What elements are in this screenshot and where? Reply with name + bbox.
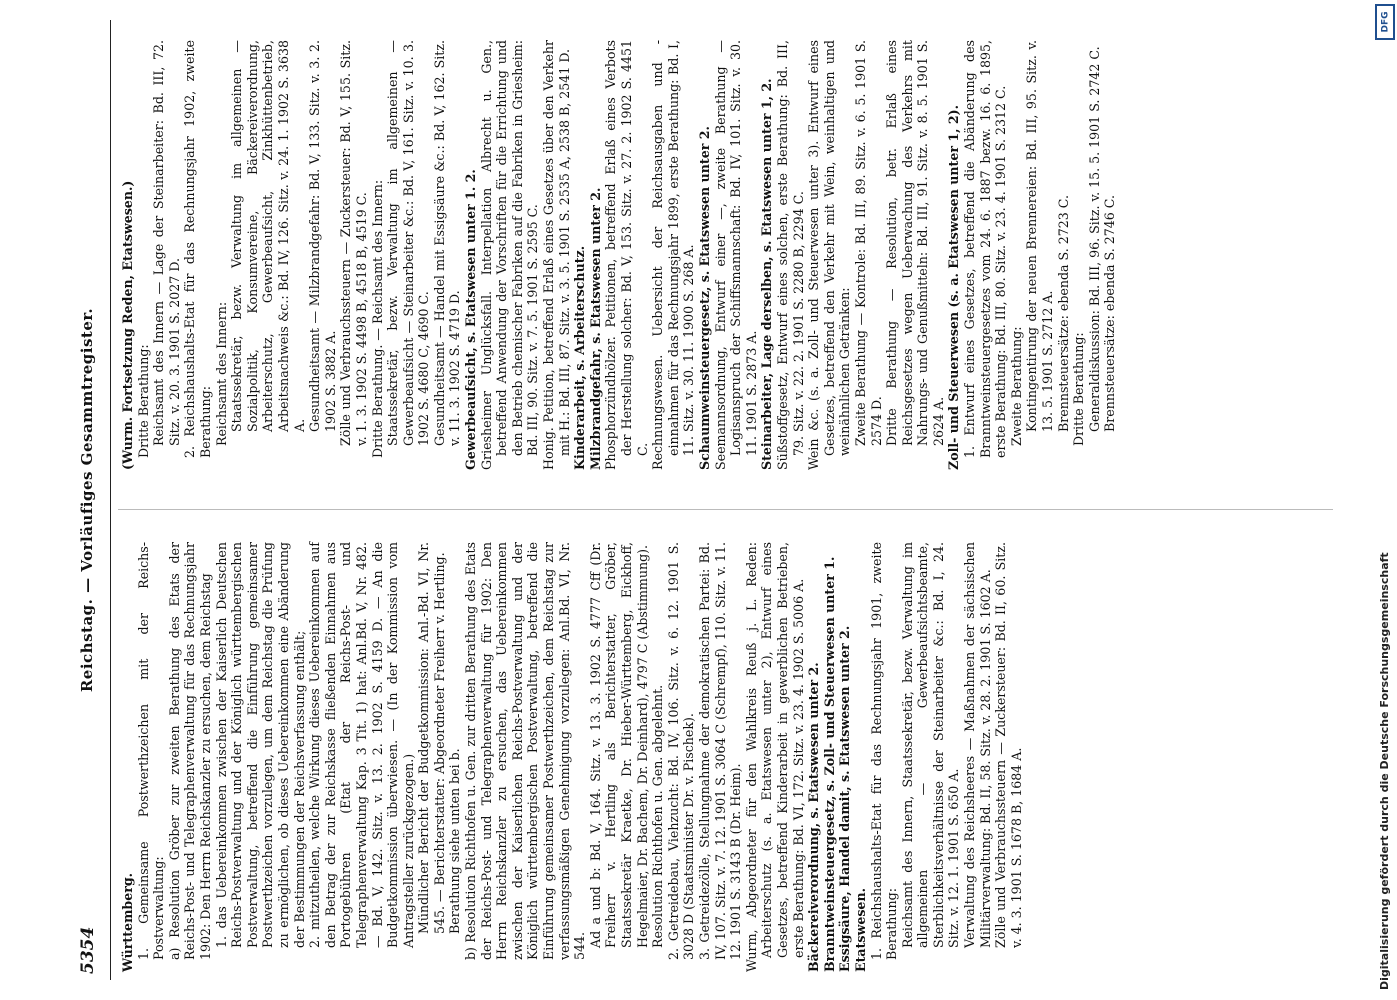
index-entry: Verwaltung des Reichsheeres — Maßnahmen der sächsischen Militärverwaltung: Bd. II, 58. Sitz. v. 28. 2. 1901 S. 1602 A. — [962, 542, 993, 948]
index-entry: Mündlicher Bericht der Budgetkommission: Anl.-Bd. VI, Nr. 545. — Berichterstatter: Abgeordneter Freiherr v. Hertling. — [416, 542, 447, 934]
index-entry: Gesundheitsamt — Milzbrandgefahr: Bd. V, 133. Sitz. v. 3. 2. 1902 S. 3882 A. — [307, 40, 338, 432]
index-entry: Zweite Berathung — Kontrole: Bd. III, 89. Sitz. v. 6. 5. 1901 S. 2574 D. — [852, 40, 884, 446]
index-entry: Reichsamt des Innern, Staatssekretär, bezw. Verwaltung im allgemeinen — Gewerbeaufsichtsbeamte, Sterblichkeitsverhältnisse der Steinarbeiter &c.: Bd. I, 24. Sitz. v. 12. 1. 1901 S. 650 A. — [899, 542, 962, 948]
right-column — [120, 40, 1118, 470]
index-entry: Generaldiskussion: Bd. III, 96. Sitz. v. 15. 5. 1901 S. 2742 C. — [1086, 46, 1102, 432]
index-entry: Reichsamt des Innern — Lage der Steinarbeiter: Bd. III, 72. Sitz. v. 20. 3. 1901 S. 2027 D. — [151, 40, 182, 446]
index-entry: 3. Getreidezölle, Stellungnahme der demokratischen Partei: Bd. IV, 107. Sitz. v. 7. 12. 1901 S. 3064 C (Schrempf), 110. Sitz. v. 11. 12. 1901 S. 3143 B (Dr. Heim). — [696, 542, 744, 960]
index-entry: Etatswesen. — [852, 888, 868, 972]
index-entry: (Wurm. Fortsetzung Reden, Etatswesen.) — [120, 180, 135, 470]
index-entry: Seemannsordnung, Entwurf einer —, zweite Berathung — Logisanspruch der Schiffsmannschaft: Bd. IV, 101. Sitz. v. 30. 11. 1901 S. 2873 A. — [712, 40, 759, 470]
index-entry: Wein &c. (s. a. Zoll- und Steuerwesen unter 3). Entwurf eines Gesetzes, betreffend den Verkehr mit Wein, weinhaltigen und weinähnlichen Getränken: — [806, 40, 853, 470]
index-entry: Dritte Berathung. — Reichsamt des Innern: — [369, 179, 385, 458]
index-entry: Dritte Berathung — Resolution, betr. Erlaß eines Reichsgesetzes wegen Ueberwachung des Verkehrs mit Nahrungs- und Genußmitteln: Bd. III, 91. Sitz. v. 8. 5. 1901 S. 2624 A. — [884, 40, 946, 446]
index-entry: Bäckereiverordnung, s. Etatswesen unter 2. — [806, 662, 822, 972]
index-entry: a) Resolution Gröber zur zweiten Berathung des Etats der Reichs-Post- und Telegraphenverwaltung für das Rechnungsjahr 1902: Den Herrn Reichskanzler zu ersuchen, dem Reichstag — [166, 542, 213, 960]
index-entry: Staatssekretär, bezw. Verwaltung im allgemeinen — Sozialpolitik, Konsumvereine, Bäckereiverordnung, Arbeiterschutz, Gewerbeaufsicht, Zinkhüttenbetrieb, Arbeitsnachweis &c.: Bd. IV, 126. Sitz. v. 24. 1. 1902 S. 3638 A. — [229, 40, 307, 432]
index-entry: Branntweinsteuergesetz, s. Zoll- und Steuerwesen unter 1. — [821, 556, 837, 972]
index-entry: Steinarbeiter, Lage derselben, s. Etatswesen unter 1, 2. — [759, 78, 775, 470]
index-entry: Rechnungswesen. Uebersicht der Reichsausgaben und -einnahmen für das Rechnungsjahr 1899, erste Berathung: Bd. I, 11. Sitz. v. 30. 11. 1900 S. 268 A. — [650, 40, 697, 470]
index-entry: Gesundheitsamt — Handel mit Essigsäure &c.: Bd. V, 162. Sitz. v. 11. 3. 1902 S. 4719 D. — [431, 40, 463, 446]
index-entry: Essigsäure, Handel damit, s. Etatswesen unter 2. — [837, 625, 853, 972]
index-entry: 1. Gemeinsame Postwerthzeichen mit der Reichs-Postverwaltung: — [135, 542, 167, 960]
index-entry: Reichsamt des Innern: — [213, 301, 229, 446]
index-entry: Kontingentirung der neuen Brennereien: Bd. III, 95. Sitz. v. 13. 5. 1901 S. 2712 A. — [1024, 40, 1056, 432]
index-entry: Württemberg. — [120, 872, 135, 972]
left-column — [120, 542, 1024, 972]
index-entry: Brennsteuersätze: ebenda S. 2746 C. — [1102, 195, 1118, 432]
header-rule — [110, 20, 111, 980]
index-entry: Milzbrandgefahr, s. Etatswesen unter 2. — [587, 187, 603, 470]
index-entry: Gewerbeaufsicht, s. Etatswesen unter 1. 2. — [463, 169, 479, 470]
index-entry: Kinderarbeit, s. Arbeiterschutz. — [572, 245, 588, 470]
index-entry: 1. Entwurf eines Gesetzes, betreffend die Abänderung des Branntweinsteuergesetzes vom 24. 6. 1887 bezw. 16. 6. 1895, erste Berathung: Bd. III, 80. Sitz. v. 23. 4. 1901 S. 2312 C. — [962, 40, 1009, 458]
index-entry: Resolution Richthofen u. Gen. abgelehnt. — [650, 684, 666, 948]
page-number: 5354 — [78, 926, 98, 974]
page-header — [48, 20, 108, 980]
index-entry: Wurm, Abgeordneter für den Wahlkreis Reuß j. L. Reden: Arbeiterschutz (s. a. Etatswesen unter 2), Entwurf eines Gesetzes, betreffend Kinderarbeit in gewerblichen Betrieben, erste Berathung: Bd. VI, 172. Sitz. v. 23. 4. 1902 S. 5006 A. — [743, 542, 806, 972]
index-entry: Brennsteuersätze: ebenda S. 2723 C. — [1055, 195, 1071, 432]
index-entry: Dritte Berathung: — [1071, 332, 1087, 446]
index-entry: Phosphorzündhölzer. Petitionen, betreffend Erlaß eines Verbots der Herstellung solcher: Bd. V, 153. Sitz. v. 27. 2. 1902 S. 4451 C. — [603, 40, 650, 470]
page-title: Reichstag. — Vorläufiges Gesammtregister. — [78, 307, 96, 693]
dfg-logo — [1375, 4, 1395, 40]
index-entry: Honig. Petition, betreffend Erlaß eines Gesetzes über den Verkehr mit H.: Bd. III, 87. Sitz. v. 3. 5. 1901 S. 2535 A, 2538 B, 2541 D. — [541, 40, 572, 470]
index-entry: Zölle und Verbrauchssteuern — Zuckersteuer: Bd. II, 60. Sitz. v. 4. 3. 1901 S. 1678 B, 1684 A. — [993, 542, 1024, 948]
rotated-page-content — [48, 20, 1338, 980]
index-entry: 2. Reichshaushalts-Etat für das Rechnungsjahr 1902, zweite Berathung: — [182, 40, 213, 458]
index-entry: 2. Getreidebau, Viehzucht: Bd. IV, 106. Sitz. v. 6. 12. 1901 S. 3028 D (Staatsminister Dr. v. Pischek). — [665, 542, 697, 960]
index-entry: Zweite Berathung: — [1008, 326, 1024, 446]
dfg-logo-text: DFG — [1380, 11, 1391, 33]
index-entry: b) Resolution Richthofen u. Gen. zur dritten Berathung des Etats der Reichs-Post- und Telegraphenverwaltung für 1902: Den Herrn Reichskanzler zu ersuchen, das Uebereinkommen zwischen der Kaiserlichen Reichs-Postverwaltung und der Königlich württembergischen Postverwaltung, betreffend die Einführung gemeinsamer Postwerthzeichen, dem Reichstag zur verfassungsmäßigen Genehmigung vorzulegen: Anl.Bd. VI, Nr. 544. — [463, 542, 588, 960]
index-entry: 1. das Uebereinkommen zwischen der Kaiserlich Deutschen Reichs-Postverwaltung und der Königlich württembergischen Postverwaltung, betreffend die Einführung gemeinsamer Postwerthzeichen vorzulegen, um dem Reichstag die Prüfung zu ermöglichen, ob dieses Uebereinkommen eine Abänderung der Bestimmungen der Reichsverfassung enthält; — [213, 542, 307, 948]
index-entry: Zölle und Verbrauchssteuern — Zuckersteuer: Bd. V, 155. Sitz. v. 1. 3. 1902 S. 4498 B, 4518 B, 4519 C. — [338, 40, 369, 446]
index-entry: Süßstoffgesetz, Entwurf eines solchen, erste Berathung: Bd. III, 79. Sitz. v. 22. 2. 1901 S. 2280 B, 2294 C. — [774, 40, 806, 470]
index-entry: Staatssekretär, bezw. Verwaltung im allgemeinen — Gewerbeaufsicht — Steinarbeiter &c.: Bd. V, 161. Sitz. v. 10. 3. 1902 S. 4680 C, 4690 C. — [385, 40, 432, 446]
index-entry: Dritte Berathung: — [135, 344, 151, 458]
index-entry: Ad a und b: Bd. V, 164. Sitz. v. 13. 3. 1902 S. 4777 Cff (Dr. Freiherr v. Hertling als Berichterstatter, Gröber, Staatssekretär Kraetke, Dr. Hieber-Württemberg, Eickhoff, Hegelmaier, Dr. Bachem, Dr. Deinhard), 4797 C (Abstimmung). — [587, 542, 650, 948]
index-entry: Griesheimer Unglücksfall. Interpellation Albrecht u. Gen., betreffend Anwendung der Vorschriften für die Errichtung und den Betrieb chemischer Fabriken auf die Fabriken in Griesheim: Bd. III, 90. Sitz. v. 7. 5. 1901 S. 2595 C. — [478, 40, 541, 470]
index-entry: Berathung siehe unten bei b. — [447, 748, 463, 934]
index-entry: Schaumweinsteuergesetz, s. Etatswesen unter 2. — [696, 126, 712, 470]
index-entry: Zoll- und Steuerwesen (s. a. Etatswesen unter 1, 2). — [946, 104, 962, 470]
dfg-credit-text: Digitalisierung gefördert durch die Deutsche Forschungsgemeinschaft — [1378, 552, 1391, 990]
column-divider — [118, 509, 1333, 510]
index-entry: 2. mitzutheilen, welche Wirkung dieses Uebereinkommen auf den Betrag der zur Reichskasse fließenden Einnahmen aus Portogebühren (Etat der Reichs-Post- und Telegraphenverwaltung Kap. 3 Tit. 1) hat: Anl.Bd. V, Nr. 482. — Bd. V, 142. Sitz. v. 13. 2. 1902 S. 4159 D. — An die Budgetkommission überwiesen. — (In der Kommission vom Antragsteller zurückgezogen.) — [307, 542, 416, 948]
index-entry: 1. Reichshaushalts-Etat für das Rechnungsjahr 1901, zweite Berathung: — [868, 542, 900, 960]
